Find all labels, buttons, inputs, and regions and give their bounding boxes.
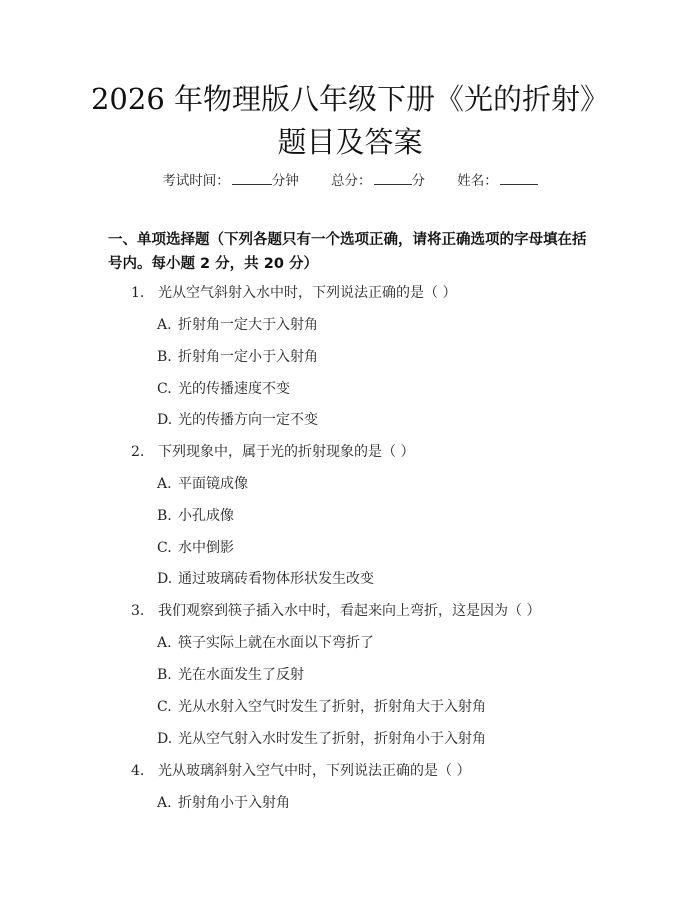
question-3-option-a bbox=[157, 632, 374, 652]
option-letter: A. bbox=[157, 795, 172, 811]
option-text: 筷子实际上就在水面以下弯折了 bbox=[178, 635, 374, 651]
option-text: 折射角一定小于入射角 bbox=[178, 349, 318, 365]
name-label: 姓名： bbox=[457, 173, 498, 189]
option-letter: D. bbox=[157, 412, 173, 428]
option-letter: A. bbox=[157, 317, 172, 333]
option-letter: B. bbox=[157, 667, 172, 683]
question-3-option-b bbox=[157, 664, 304, 684]
question-4 bbox=[131, 760, 470, 780]
option-letter: A. bbox=[157, 476, 172, 492]
question-text: 光从玻璃斜射入空气中时，下列说法正确的是（ ） bbox=[158, 763, 471, 779]
option-text: 折射角小于入射角 bbox=[178, 795, 290, 811]
option-text: 水中倒影 bbox=[178, 540, 234, 556]
question-number: 1. bbox=[131, 285, 145, 301]
option-text: 折射角一定大于入射角 bbox=[178, 317, 318, 333]
question-number: 2. bbox=[131, 444, 145, 460]
option-letter: D. bbox=[157, 571, 173, 587]
total-score-field bbox=[331, 173, 429, 189]
question-3-option-c bbox=[157, 696, 486, 716]
question-2 bbox=[131, 441, 414, 461]
option-letter: C. bbox=[157, 540, 172, 556]
exam-info-line bbox=[0, 169, 700, 189]
question-text: 下列现象中，属于光的折射现象的是（ ） bbox=[158, 444, 415, 460]
option-letter: B. bbox=[157, 349, 172, 365]
question-number: 4. bbox=[131, 763, 145, 779]
question-3-option-d bbox=[157, 728, 486, 748]
option-text: 通过玻璃砖看物体形状发生改变 bbox=[178, 571, 374, 587]
name-field bbox=[457, 173, 538, 189]
exam-time-label: 考试时间： bbox=[162, 173, 230, 189]
question-text: 光从空气斜射入水中时，下列说法正确的是（ ） bbox=[158, 285, 457, 301]
document-title: 2026 年物理版八年级下册《光的折射》题目及答案 bbox=[90, 82, 610, 159]
question-2-option-b bbox=[157, 505, 234, 525]
question-text: 我们观察到筷子插入水中时，看起来向上弯折，这是因为（ ） bbox=[158, 603, 541, 619]
exam-time-unit: 分钟 bbox=[271, 173, 299, 189]
name-blank bbox=[500, 172, 538, 185]
option-text: 光在水面发生了反射 bbox=[178, 667, 304, 683]
option-letter: B. bbox=[157, 508, 172, 524]
option-text: 小孔成像 bbox=[178, 508, 234, 524]
question-1-option-c bbox=[157, 378, 290, 398]
question-number: 3. bbox=[131, 603, 145, 619]
question-1-option-b bbox=[157, 346, 318, 366]
question-1 bbox=[131, 282, 456, 302]
question-2-option-c bbox=[157, 537, 234, 557]
question-1-option-d bbox=[157, 409, 318, 429]
option-letter: D. bbox=[157, 731, 173, 747]
question-2-option-a bbox=[157, 473, 248, 493]
option-text: 光的传播方向一定不变 bbox=[178, 412, 318, 428]
question-3 bbox=[131, 600, 540, 620]
exam-time-field bbox=[162, 173, 303, 189]
total-score-blank bbox=[374, 172, 412, 185]
option-text: 光的传播速度不变 bbox=[178, 381, 290, 397]
question-4-option-a bbox=[157, 792, 290, 812]
exam-time-blank bbox=[232, 172, 272, 185]
option-letter: C. bbox=[157, 699, 172, 715]
option-text: 光从空气射入水时发生了折射，折射角小于入射角 bbox=[178, 731, 486, 747]
total-score-label: 总分： bbox=[331, 173, 372, 189]
question-1-option-a bbox=[157, 314, 318, 334]
question-2-option-d bbox=[157, 568, 374, 588]
option-text: 平面镜成像 bbox=[178, 476, 248, 492]
total-score-unit: 分 bbox=[411, 173, 425, 189]
section-heading: 一、单项选择题（下列各题只有一个选项正确，请将正确选项的字母填在括号内。每小题 2 分，共 20 分） bbox=[108, 232, 587, 272]
option-text: 光从水射入空气时发生了折射，折射角大于入射角 bbox=[178, 699, 486, 715]
option-letter: C. bbox=[157, 381, 172, 397]
option-letter: A. bbox=[157, 635, 172, 651]
